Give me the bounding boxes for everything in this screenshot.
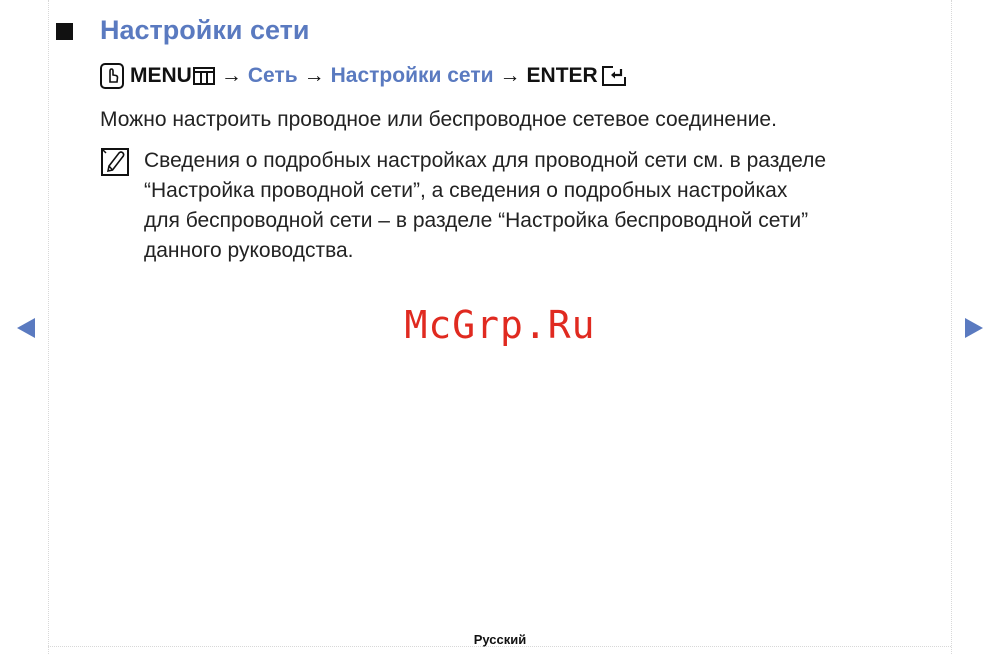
path-arrow: → <box>499 64 521 87</box>
path-step-network: Сеть <box>247 64 298 87</box>
note-line: данного руководства. <box>144 239 354 262</box>
bullet-square-icon <box>56 23 73 40</box>
note-line: “Настройка проводной сети”, а сведения о подробных настройках <box>144 179 788 202</box>
prev-page-arrow-icon[interactable] <box>16 317 36 344</box>
enter-icon <box>601 65 627 87</box>
path-step-network-settings: Настройки сети <box>330 64 494 87</box>
page-footer-language: Русский <box>473 632 527 647</box>
body-text: Можно настроить проводное или беспроводное сетевое соединение. <box>100 108 777 131</box>
next-page-arrow-icon[interactable] <box>964 317 984 344</box>
remote-hand-icon <box>100 63 124 89</box>
section-title: Настройки сети <box>100 15 310 45</box>
menu-path <box>100 62 627 90</box>
enter-label: ENTER <box>526 64 598 87</box>
menu-grid-icon <box>193 66 215 86</box>
path-arrow: → <box>220 64 242 87</box>
path-arrow: → <box>303 64 325 87</box>
watermark: McGrp.Ru <box>404 303 596 347</box>
note-text <box>144 146 944 266</box>
menu-label: MENU <box>130 64 192 87</box>
note-line: для беспроводной сети – в разделе “Настройка беспроводной сети” <box>144 209 809 232</box>
note-line: Сведения о подробных настройках для проводной сети см. в разделе <box>144 149 827 172</box>
note-icon <box>100 147 130 182</box>
